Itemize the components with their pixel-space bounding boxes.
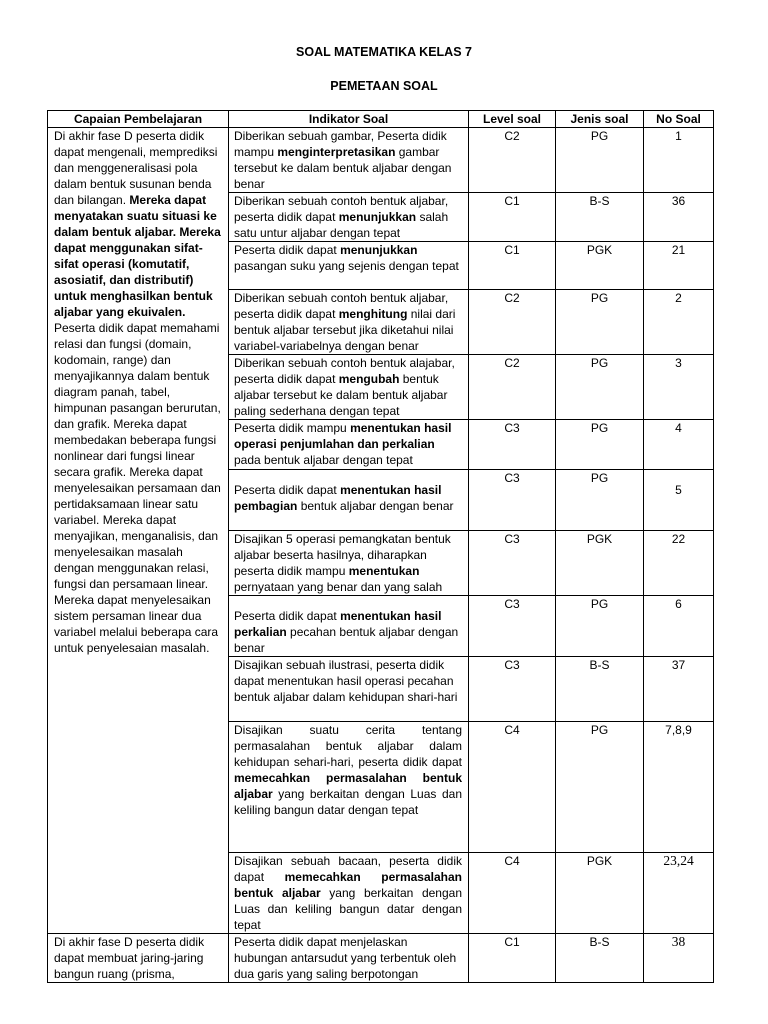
indikator-cell: Disajikan sebuah ilustrasi, peserta didik dapat menentukan hasil operasi pecahan bentuk aljabar dalam kehidupan shari-hari: [229, 657, 469, 722]
no-soal-cell: 37: [644, 657, 714, 722]
mapping-table: [47, 110, 714, 983]
level-cell: C2: [469, 290, 556, 355]
jenis-cell: PG: [556, 355, 644, 420]
no-soal-cell: 21: [644, 242, 714, 290]
jenis-cell: PG: [556, 128, 644, 193]
no-soal-cell: 38: [644, 934, 714, 983]
col-header-jenis: Jenis soal: [556, 111, 644, 128]
indikator-cell: Peserta didik dapat menjelaskan hubungan antarsudut yang terbentuk oleh dua garis yang saling berpotongan: [229, 934, 469, 983]
jenis-cell: PGK: [556, 531, 644, 596]
indikator-cell: Disajikan sebuah bacaan, peserta didik dapat memecahkan permasalahan bentuk aljabar yang berkaitan dengan Luas dan keliling bangun datar dengan tepat: [229, 853, 469, 934]
capaian-cell: Di akhir fase D peserta didik dapat membuat jaring-jaring bangun ruang (prisma,: [48, 934, 229, 983]
document-title: SOAL MATEMATIKA KELAS 7: [296, 45, 472, 59]
no-soal-cell: 5: [644, 470, 714, 531]
indikator-cell: Peserta didik mampu menentukan hasil operasi penjumlahan dan perkalian pada bentuk aljabar dengan tepat: [229, 420, 469, 470]
capaian-cell: Di akhir fase D peserta didik dapat mengenali, memprediksi dan menggeneralisasi pola dalam bentuk susunan benda dan bilangan. Mereka dapat menyatakan suatu situasi ke dalam bentuk aljabar. Mereka dapat menggunakan sifat-sifat operasi (komutatif, asosiatif, dan distributif) untuk menghasilkan bentuk aljabar yang ekuivalen. Peserta didik dapat memahami relasi dan fungsi (domain, kodomain, range) dan menyajikannya dalam bentuk diagram panah, tabel, himpunan pasangan berurutan, dan grafik. Mereka dapat membedakan beberapa fungsi nonlinear dari fungsi linear secara grafik. Mereka dapat menyelesaikan persamaan dan pertidaksamaan linear satu variabel. Mereka dapat menyajikan, menganalisis, dan menyelesaikan masalah dengan menggunakan relasi, fungsi dan persamaan linear. Mereka dapat menyelesaikan sistem persaman linear dua variabel melalui beberapa cara untuk penyelesaian masalah.: [48, 128, 229, 934]
indikator-cell: Peserta didik dapat menentukan hasil perkalian pecahan bentuk aljabar dengan benar: [229, 596, 469, 657]
indikator-cell: Diberikan sebuah contoh bentuk aljabar, peserta didik dapat menghitung nilai dari bentuk aljabar tersebut jika diketahui nilai variabel-variabelnya dengan benar: [229, 290, 469, 355]
indikator-cell: Disajikan 5 operasi pemangkatan bentuk aljabar beserta hasilnya, diharapkan peserta didik mampu menentukan pernyataan yang benar dan yang salah: [229, 531, 469, 596]
level-cell: C1: [469, 242, 556, 290]
indikator-cell: Diberikan sebuah contoh bentuk aljabar, peserta didik dapat menunjukkan salah satu untur aljabar dengan tepat: [229, 193, 469, 242]
indikator-cell: Diberikan sebuah gambar, Peserta didik mampu menginterpretasikan gambar tersebut ke dalam bentuk aljabar dengan benar: [229, 128, 469, 193]
level-cell: C3: [469, 470, 556, 531]
level-cell: C3: [469, 420, 556, 470]
indikator-cell: Peserta didik dapat menentukan hasil pembagian bentuk aljabar dengan benar: [229, 470, 469, 531]
level-cell: C4: [469, 722, 556, 853]
level-cell: C4: [469, 853, 556, 934]
no-soal-cell: 3: [644, 355, 714, 420]
table-row: [48, 128, 714, 193]
jenis-cell: B-S: [556, 934, 644, 983]
indikator-cell: Peserta didik dapat menunjukkan pasangan suku yang sejenis dengan tepat: [229, 242, 469, 290]
level-cell: C3: [469, 596, 556, 657]
no-soal-cell: 1: [644, 128, 714, 193]
level-cell: C1: [469, 934, 556, 983]
table-row: [48, 934, 714, 983]
jenis-cell: PGK: [556, 242, 644, 290]
jenis-cell: PG: [556, 596, 644, 657]
no-soal-cell: 6: [644, 596, 714, 657]
level-cell: C1: [469, 193, 556, 242]
col-header-level: Level soal: [469, 111, 556, 128]
jenis-cell: PG: [556, 470, 644, 531]
jenis-cell: PG: [556, 722, 644, 853]
jenis-cell: B-S: [556, 657, 644, 722]
col-header-no: No Soal: [644, 111, 714, 128]
no-soal-cell: 22: [644, 531, 714, 596]
indikator-cell: Disajikan suatu cerita tentang permasalahan bentuk aljabar dalam kehidupan sehari-hari, peserta didik dapat memecahkan permasalahan bentuk aljabar yang berkaitan dengan Luas dan keliling bangun datar dengan tepat: [229, 722, 469, 853]
no-soal-cell: 4: [644, 420, 714, 470]
table-header-row: [48, 111, 714, 128]
level-cell: C2: [469, 355, 556, 420]
col-header-indikator: Indikator Soal: [229, 111, 469, 128]
col-header-capaian: Capaian Pembelajaran: [48, 111, 229, 128]
level-cell: C2: [469, 128, 556, 193]
level-cell: C3: [469, 657, 556, 722]
jenis-cell: PGK: [556, 853, 644, 934]
document-subtitle: PEMETAAN SOAL: [330, 79, 438, 93]
jenis-cell: B-S: [556, 193, 644, 242]
jenis-cell: PG: [556, 420, 644, 470]
no-soal-cell: 23,24: [644, 853, 714, 934]
jenis-cell: PG: [556, 290, 644, 355]
no-soal-cell: 36: [644, 193, 714, 242]
indikator-cell: Diberikan sebuah contoh bentuk alajabar, peserta didik dapat mengubah bentuk aljabar tersebut ke dalam bentuk aljabar paling sederhana dengan tepat: [229, 355, 469, 420]
level-cell: C3: [469, 531, 556, 596]
no-soal-cell: 7,8,9: [644, 722, 714, 853]
no-soal-cell: 2: [644, 290, 714, 355]
